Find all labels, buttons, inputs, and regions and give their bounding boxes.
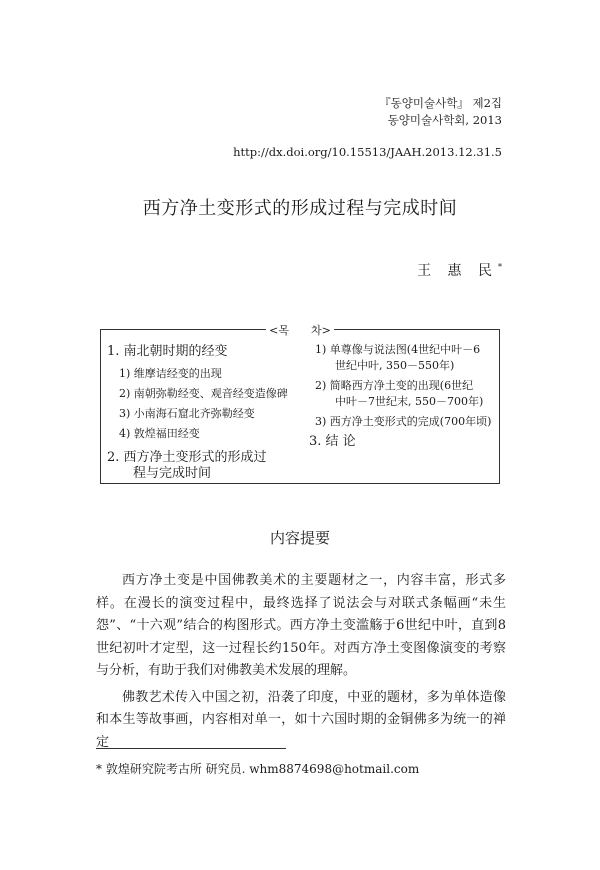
footnote-divider (96, 748, 286, 749)
toc-left-column (107, 342, 307, 488)
toc-item: 2) 简略西方净土变的出现(6世纪 (315, 379, 474, 392)
toc-item: 1) 单尊像与说法图(4世纪中叶－6 (315, 343, 481, 356)
journal-name: 『동양미술사학』 제2집 (379, 96, 502, 110)
author-name-text: 王 惠 民 (417, 263, 498, 279)
author-name (417, 260, 502, 280)
author-footnote-mark: * (498, 262, 502, 272)
toc-item: 1) 维摩诘经变的出现 (119, 367, 222, 380)
toc-item-cont: 世纪中叶, 350－550年) (335, 359, 455, 372)
table-of-contents (100, 324, 500, 484)
doi-link[interactable]: http://dx.doi.org/10.15513/JAAH.2013.12.31.5 (233, 145, 502, 159)
publisher-line: 동양미술사학회, 2013 (387, 113, 502, 127)
toc-section-1: 1. 南北朝时期的经变 (107, 344, 228, 359)
paper-title: 西方净土变形式的形成过程与完成时间 (142, 198, 458, 219)
paragraph: 西方净土变是中国佛教美术的主要题材之一，内容丰富，形式多样。在漫长的演变过程中，最终选择了说法会与对联式条幅画“未生怨”、“十六观”结合的构图形式。西方净土变滥觞于6世纪中叶，直到8世纪初叶才定型，这一过程长约150年。对西方净土变图像演变的考察与分析，有助于我们对佛教美术发展的理解。 (96, 573, 506, 678)
toc-section-2: 2. 西方净土变形式的形成过 (107, 450, 267, 465)
toc-item: 2) 南朝弥勒经变、观音经变造像碑 (119, 387, 288, 400)
paragraph: 佛教艺术传入中国之初，沿袭了印度，中亚的题材，多为单体造像和本生等故事画，内容相对单一，如十六国时期的金铜佛多为统一的禅定 (96, 689, 506, 750)
footnote: * 敦煌研究院考古所 研究员. whm8874698@hotmail.com (96, 762, 420, 776)
toc-section-2-cont: 程与完成时间 (133, 466, 212, 481)
toc-section-3: 3. 结 论 (309, 434, 356, 449)
body-text (96, 570, 506, 754)
toc-heading-text: <목 차> (266, 324, 334, 337)
toc-item: 4) 敦煌福田经变 (119, 427, 200, 440)
abstract-heading: 内容提要 (269, 529, 330, 547)
toc-item-cont: 中叶－7世纪末, 550－700年) (335, 395, 484, 408)
toc-item: 3) 西方净土变形式的完成(700年顷) (315, 415, 492, 428)
toc-heading (101, 322, 499, 338)
toc-item: 3) 小南海石窟北齐弥勒经变 (119, 407, 255, 420)
toc-right-column (309, 342, 499, 456)
